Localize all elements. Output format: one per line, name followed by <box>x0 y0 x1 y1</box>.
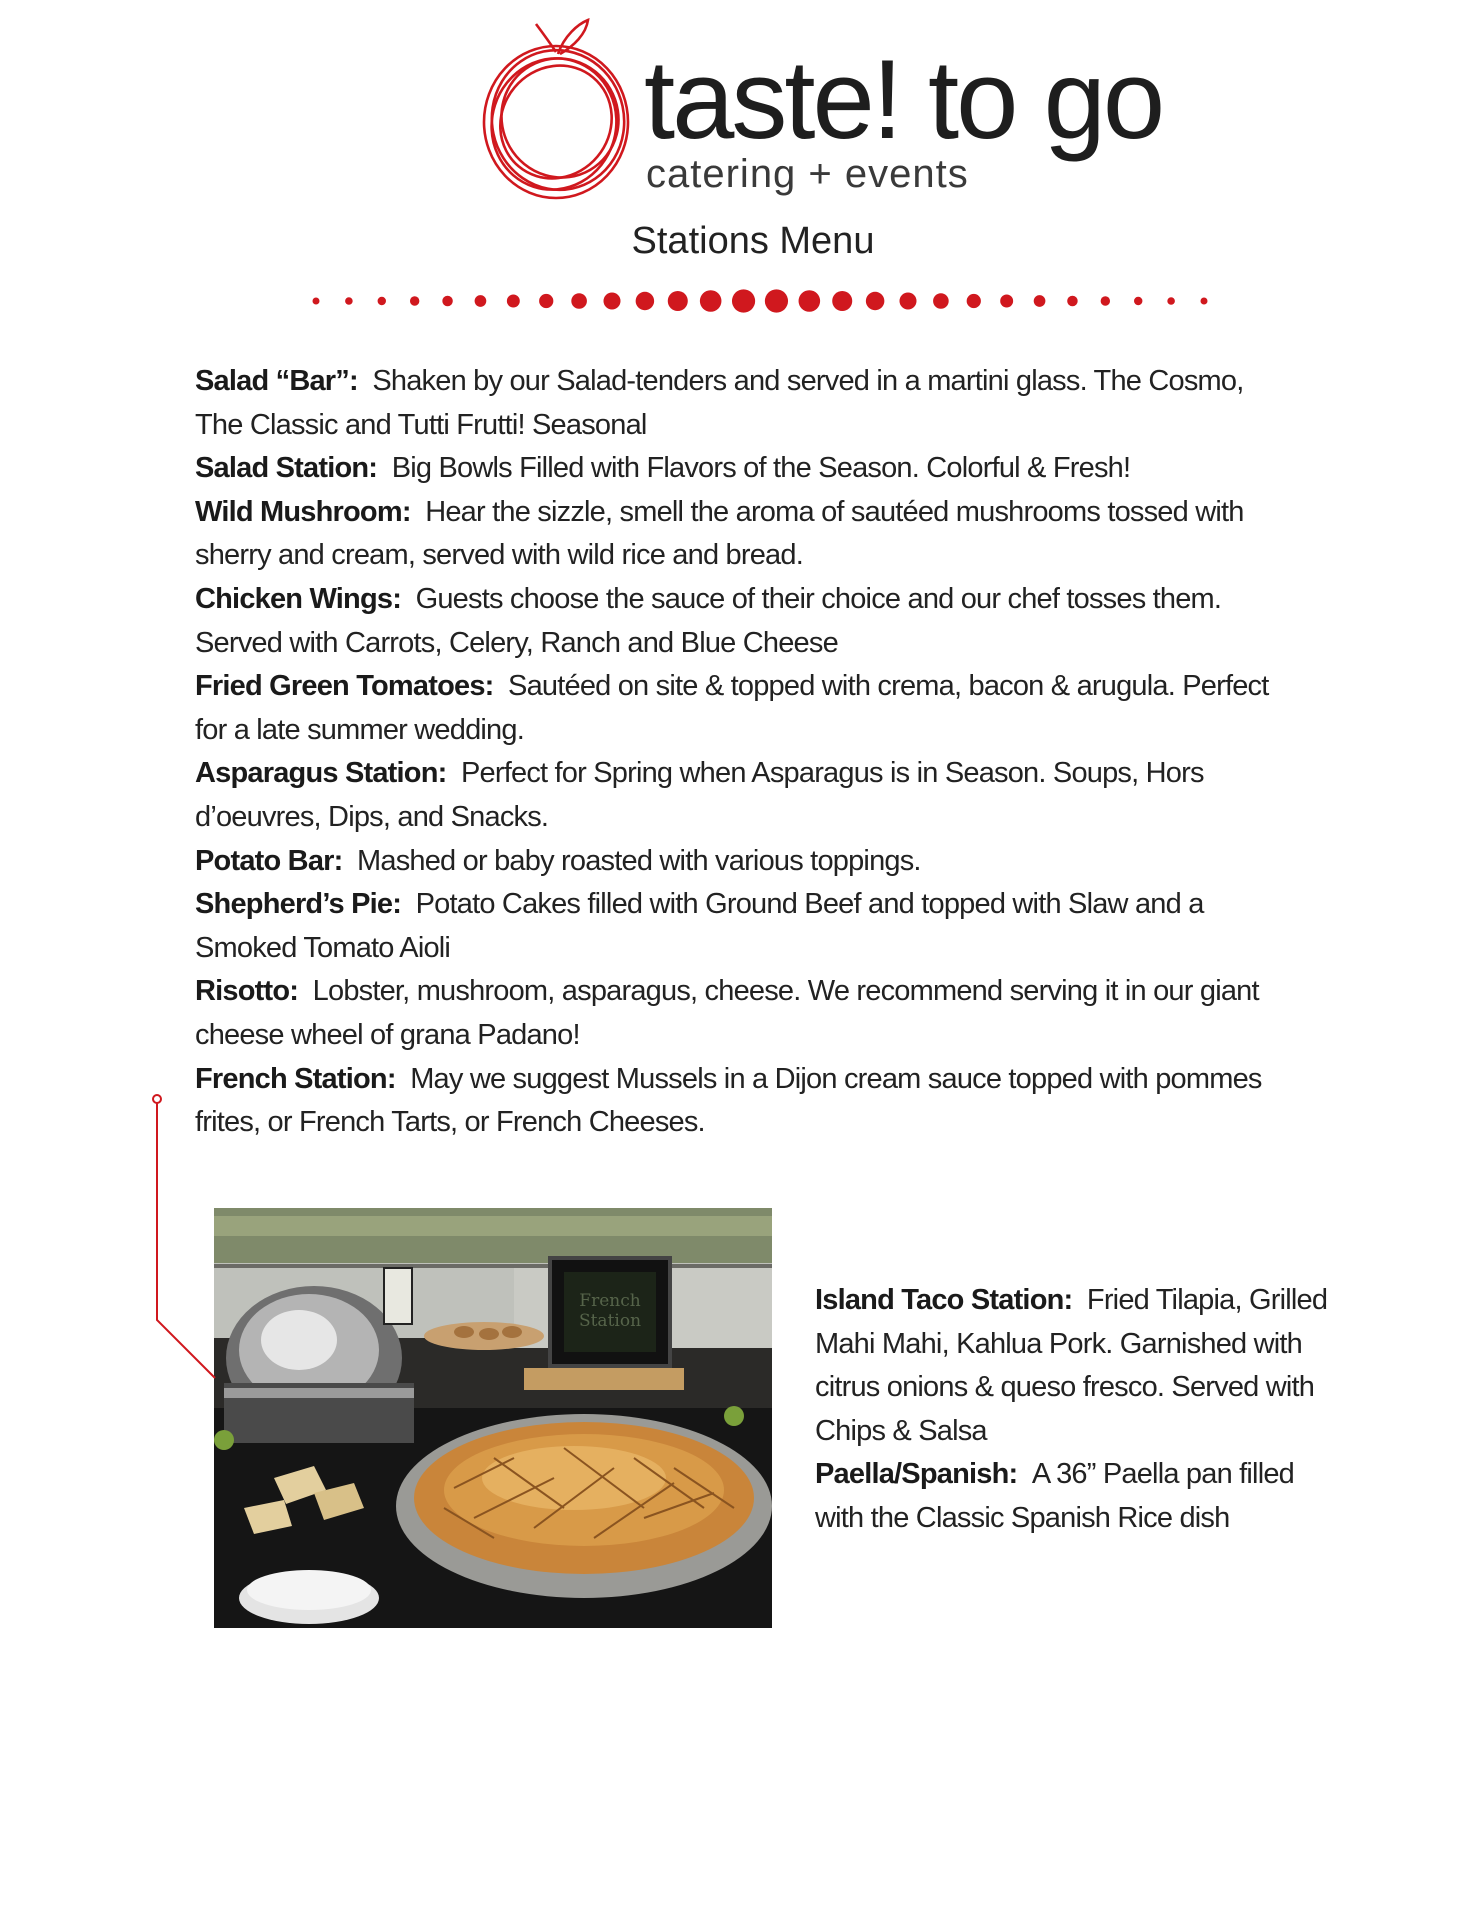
page-title: Stations Menu <box>631 220 875 262</box>
menu-item-description: Big Bowls Filled with Flavors of the Season. Colorful & Fresh! <box>391 452 1131 485</box>
menu-item <box>195 360 1275 447</box>
menu-item-description: May we suggest Mussels in a Dijon cream sauce topped with pommes frites, or French Tarts, or French Cheeses. <box>195 1062 1262 1139</box>
divider-dot <box>732 289 755 312</box>
menu-item-description: Mashed or baby roasted with various toppings. <box>357 844 921 877</box>
divider-dot <box>1034 295 1046 307</box>
side-item <box>815 1453 1335 1540</box>
menu-item <box>195 752 1275 839</box>
divider-dot <box>1201 298 1208 305</box>
menu-item-name: Potato Bar: <box>195 844 343 877</box>
brand-name: taste! to go <box>644 37 1163 162</box>
side-item-description: Fried Tilapia, Grilled Mahi Mahi, Kahlua Pork. Garnished with citrus onions & queso fresco. Served with Chips & Salsa <box>815 1284 1328 1447</box>
divider-dot <box>1067 296 1077 306</box>
menu-item-description: Sautéed on site & topped with crema, bacon & arugula. Perfect for a late summer wedding. <box>195 670 1269 746</box>
menu-item-description: Perfect for Spring when Asparagus is in Season. Soups, Hors d’oeuvres, Dips, and Snacks. <box>195 757 1204 833</box>
pommes-frites-platter <box>396 1414 772 1598</box>
divider-dot <box>967 294 981 308</box>
brand-tagline: catering + events <box>646 152 969 196</box>
divider-dot <box>765 289 788 312</box>
divider-dot <box>866 292 885 311</box>
sign-word-1: French <box>579 1291 641 1311</box>
menu-item-name: Fried Green Tomatoes: <box>195 670 494 703</box>
apple-logo-icon <box>478 14 638 209</box>
divider-dot <box>442 296 452 306</box>
menu-item <box>195 447 1275 491</box>
menu-item-name: Salad Station: <box>195 452 378 485</box>
menu-item <box>195 1058 1275 1145</box>
menu-item-name: French Station: <box>195 1062 396 1095</box>
divider-dot <box>832 291 852 311</box>
menu-item-description: Hear the sizzle, smell the aroma of sautéed mushrooms tossed with sherry and cream, served with wild rice and bread. <box>195 495 1244 572</box>
divider-dot <box>1000 295 1013 308</box>
divider-dot <box>313 298 320 305</box>
menu-item-name: Risotto: <box>195 975 299 1008</box>
menu-item-name: Salad “Bar”: <box>195 365 358 397</box>
divider-dot <box>1134 297 1142 305</box>
side-item-name: Paella/Spanish: <box>815 1458 1018 1491</box>
side-item-name: Island Taco Station: <box>815 1284 1073 1316</box>
divider-dot <box>799 290 821 312</box>
menu-item-name: Chicken Wings: <box>195 582 402 615</box>
menu-item-description: Guests choose the sauce of their choice and our chef tosses them. Served with Carrots, Celery, Ranch and Blue Cheese <box>195 582 1222 659</box>
side-stations-list <box>815 1279 1335 1541</box>
divider-dot <box>933 293 949 309</box>
brand-logo <box>478 14 1163 209</box>
menu-item-name: Wild Mushroom: <box>195 495 411 528</box>
menu-item <box>195 970 1275 1057</box>
divider-dot <box>899 292 916 309</box>
menu-item <box>195 491 1275 578</box>
divider-dot <box>539 294 553 308</box>
menu-item-description: Potato Cakes filled with Ground Beef and topped with Slaw and a Smoked Tomato Aioli <box>195 888 1204 964</box>
divider-dot <box>345 297 353 305</box>
menu-item-name: Shepherd’s Pie: <box>195 888 402 921</box>
divider-dot <box>571 293 587 309</box>
menu-item-description: Lobster, mushroom, asparagus, cheese. We recommend serving it in our giant cheese wheel of grana Padano! <box>195 975 1259 1051</box>
divider-dot <box>507 295 520 308</box>
lime-garnish <box>724 1406 744 1426</box>
french-station-photo <box>214 1208 772 1628</box>
menu-item-name: Asparagus Station: <box>195 757 447 790</box>
side-item <box>815 1279 1335 1453</box>
divider-dot <box>410 296 419 305</box>
menu-item <box>195 840 1275 884</box>
divider-dot <box>1101 296 1110 305</box>
menu-item <box>195 883 1275 970</box>
menu-item-description: Shaken by our Salad-tenders and served in a martini glass. The Cosmo, The Classic and Tutti Frutti! Seasonal <box>195 365 1244 441</box>
divider-dot <box>1167 297 1175 305</box>
sign-frame <box>550 1258 670 1366</box>
divider-dot <box>700 290 722 312</box>
connector-line <box>145 1088 225 1388</box>
stations-menu-list <box>195 360 1275 1145</box>
divider-dot <box>475 295 487 307</box>
menu-item <box>195 665 1275 752</box>
divider-dot <box>668 291 688 311</box>
small-card <box>384 1268 412 1324</box>
divider-dot <box>636 292 655 311</box>
side-item-description: A 36” Paella pan filled with the Classic Spanish Rice dish <box>815 1458 1295 1534</box>
divider-dot <box>378 297 386 305</box>
sign-word-2: Station <box>578 1311 642 1331</box>
menu-item <box>195 578 1275 665</box>
divider-dot <box>603 292 620 309</box>
dotted-divider <box>300 283 1220 319</box>
